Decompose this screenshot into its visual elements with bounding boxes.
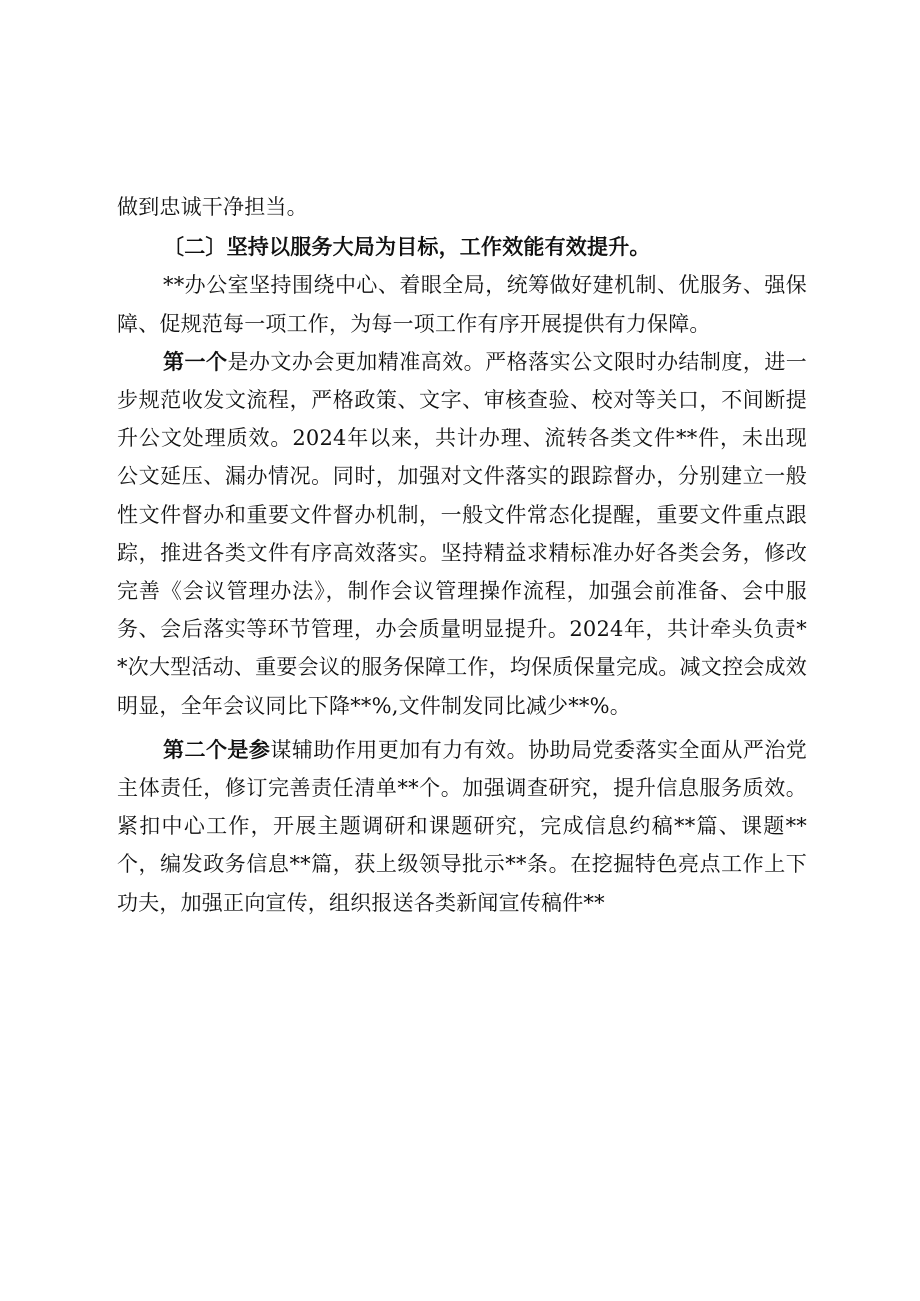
document-page xyxy=(117,188,807,922)
paragraph-item-1 xyxy=(117,343,807,725)
paragraph-continuation: 做到忠诚干净担当。 xyxy=(117,195,308,219)
section-heading: 〔二〕坚持以服务大局为目标，工作效能有效提升。 xyxy=(163,234,651,260)
item-1-lead: 第一个 xyxy=(163,348,228,374)
item-2-lead: 第二个是参 xyxy=(163,736,271,762)
item-2-text: 谋辅助作用更加有力有效。协助局党委落实全面从严治党主体责任，修订完善责任清单**个。加强调查研究，提升信息服务质效。紧扣中心工作，开展主题调研和课题研究，完成信息约稿**篇、课题**个，编发政务信息**篇，获上级领导批示**条。在挖掘特色亮点工作上下功夫，加强正向宣传，组织报送各类新闻宣传稿件** xyxy=(117,737,808,915)
item-1-text: 是办文办会更加精准高效。严格落实公文限时办结制度，进一步规范收发文流程，严格政策、文字、审核查验、校对等关口，不间断提升公文处理质效。2024年以来，共计办理、流转各类文件**件，未出现公文延压、漏办情况。同时，加强对文件落实的跟踪督办，分别建立一般性文件督办和重要文件督办机制，一般文件常态化提醒，重要文件重点跟踪，推进各类文件有序高效落实。坚持精益求精标准办好各类会务，修改完善《会议管理办法》，制作会议管理操作流程，加强会前准备、会中服务、会后落实等环节管理，办会质量明显提升。2024年，共计牵头负责**次大型活动、重要会议的服务保障工作，均保质保量完成。减文控会成效明显，全年会议同比下降**%,文件制发同比减少**%。 xyxy=(117,349,807,718)
paragraph-intro: **办公室坚持围绕中心、着眼全局，统筹做好建机制、优服务、强保障、促规范每一项工作，为每一项工作有序开展提供有力保障。 xyxy=(117,273,807,336)
paragraph-item-2 xyxy=(117,731,807,922)
